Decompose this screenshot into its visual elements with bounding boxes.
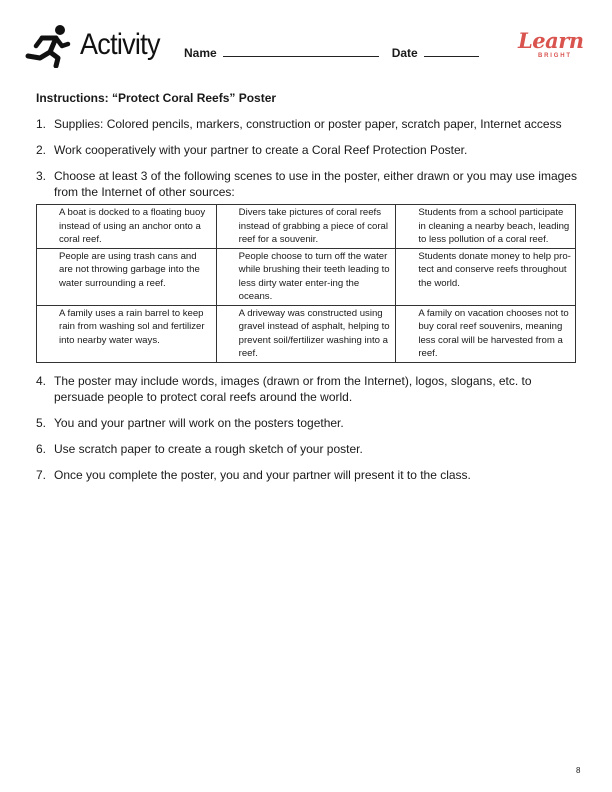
page-number: 8 (576, 766, 581, 775)
list-item (36, 441, 578, 457)
step-number: 7. (36, 467, 47, 482)
activity-title: Activity (80, 28, 160, 61)
step-text: You and your partner will work on the posters together. (54, 415, 344, 430)
page-header (0, 0, 612, 80)
logo-subtext: BRIGHT (538, 53, 572, 59)
step-text: Use scratch paper to create a rough sketch of your poster. (54, 441, 363, 456)
instructions-section (36, 90, 578, 493)
step-number: 3. (36, 169, 47, 183)
step-text: The poster may include words, images (drawn or from the Internet), logos, slogans, etc. to persuade people to protect coral reefs around the world. (54, 373, 532, 404)
list-item (36, 142, 578, 158)
step-number: 2. (36, 143, 47, 157)
scene-cell: A family on vacation chooses not to buy coral reef souvenirs, meaning less coral will be harvested from a reef. (396, 305, 576, 362)
step-number: 6. (36, 441, 47, 456)
name-date-row (184, 45, 479, 60)
step-text: Once you complete the poster, you and your partner will present it to the class. (54, 467, 471, 482)
list-item (36, 415, 578, 431)
scene-cell: Students from a school participate in cleaning a nearby beach, leading to less pollution of a coral reef. (396, 205, 576, 249)
date-field[interactable] (424, 45, 479, 57)
learn-bright-logo (518, 28, 584, 66)
scene-cell: Students donate money to help pro-tect and conserve reefs throughout the world. (396, 248, 576, 305)
instructions-title: Instructions: “Protect Coral Reefs” Poster (36, 91, 277, 105)
scene-cell: People are using trash cans and are not throwing garbage into the water surrounding a reef. (37, 248, 217, 305)
step-text: Choose at least 3 of the following scenes to use in the poster, either drawn or you may use images from the Internet of other sources: (54, 169, 577, 199)
logo-text: Learn (518, 28, 584, 53)
scene-cell: People choose to turn off the water while brushing their teeth leading to less dirty water enter-ing the oceans. (216, 248, 396, 305)
name-field[interactable] (223, 45, 379, 57)
table-row (37, 248, 576, 305)
running-person-icon (22, 24, 72, 68)
list-item (36, 168, 578, 200)
scene-cell: Divers take pictures of coral reefs instead of grabbing a piece of coral reef for a souvenir. (216, 205, 396, 249)
table-row (37, 305, 576, 362)
scenes-table (36, 204, 576, 363)
name-label: Name (184, 46, 217, 60)
scene-cell: A boat is docked to a floating buoy instead of using an anchor onto a coral reef. (37, 205, 217, 249)
list-item (36, 116, 578, 132)
date-label: Date (391, 46, 418, 60)
table-row (37, 205, 576, 249)
step-number: 1. (36, 117, 47, 131)
step-text: Supplies: Colored pencils, markers, construction or poster paper, scratch paper, Internet access (54, 117, 562, 131)
step-number: 4. (36, 373, 47, 388)
list-item (36, 467, 578, 483)
scene-cell: A driveway was constructed using gravel instead of asphalt, helping to prevent soil/fertilizer washing into a reef. (216, 305, 396, 362)
step-number: 5. (36, 415, 47, 430)
scene-cell: A family uses a rain barrel to keep rain from washing sol and fertilizer into nearby water ways. (37, 305, 217, 362)
list-item (36, 373, 578, 405)
step-text: Work cooperatively with your partner to create a Coral Reef Protection Poster. (54, 143, 468, 157)
